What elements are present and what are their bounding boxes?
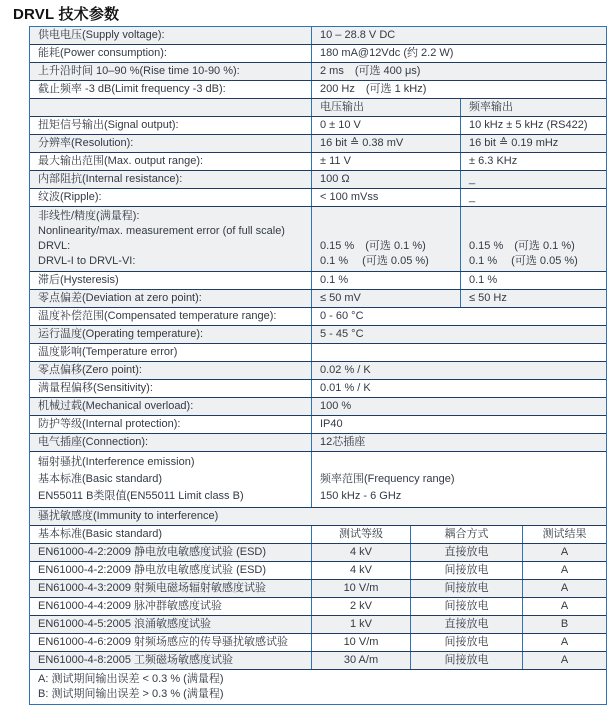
test-level: 10 V/m	[311, 634, 410, 651]
param-value-voltage: ± 11 V	[311, 153, 460, 170]
cell-line: A: 测试期间输出误差 < 0.3 % (满量程)	[38, 673, 224, 685]
test-coupling: 直接放电	[410, 616, 522, 633]
table-row	[30, 380, 606, 398]
param-label: 内部阻抗(Internal resistance):	[38, 173, 183, 185]
cell-line: 频率范围(Frequency range)	[320, 473, 455, 485]
table-row	[30, 580, 606, 598]
param-label: 分辨率(Resolution):	[38, 137, 134, 149]
cell-line: 辐射骚扰(Interference emission)	[38, 456, 195, 468]
param-label: 能耗(Power consumption):	[38, 47, 167, 59]
test-result: A	[522, 544, 606, 561]
param-value-frequency: ≤ 50 Hz	[460, 290, 606, 307]
cell-line	[320, 224, 323, 239]
param-label: 纹波(Ripple):	[38, 191, 102, 203]
param-value: 5 - 45 °C	[311, 326, 606, 343]
test-result: A	[522, 652, 606, 669]
param-label: 运行温度(Operating temperature):	[38, 328, 204, 340]
test-level: 4 kV	[311, 562, 410, 579]
param-label: 防护等级(Internal protection):	[38, 418, 181, 430]
param-value-voltage: 电压输出	[311, 99, 460, 116]
param-value	[311, 344, 606, 361]
test-standard: EN61000-4-8:2005 工频磁场敏感度试验	[38, 654, 234, 666]
table-row	[30, 272, 606, 290]
table-row	[30, 135, 606, 153]
table-row	[30, 398, 606, 416]
cell-line: 0.1 % (可选 0.05 %)	[320, 255, 429, 267]
table-row	[30, 362, 606, 380]
cell-line: 0.15 % (可选 0.1 %)	[469, 240, 575, 252]
param-value: 0.02 % / K	[311, 362, 606, 379]
table-row	[30, 27, 606, 45]
test-coupling: 间接放电	[410, 580, 522, 597]
param-value-frequency: 0.1 %	[460, 272, 606, 289]
param-value-frequency: ± 6.3 KHz	[460, 153, 606, 170]
table-row	[30, 416, 606, 434]
param-label: 扭矩信号输出(Signal output):	[38, 119, 179, 131]
param-label: 零点偏差(Deviation at zero point):	[38, 292, 202, 304]
table-row	[30, 616, 606, 634]
param-label: 零点偏移(Zero point):	[38, 364, 142, 376]
table-row	[30, 598, 606, 616]
cell-line	[320, 209, 323, 224]
param-label	[30, 207, 311, 271]
table-row	[30, 544, 606, 562]
table-row	[30, 452, 606, 508]
table-row	[30, 326, 606, 344]
cell-line: 0.1 % (可选 0.05 %)	[469, 255, 578, 267]
section-header: 骚扰敏感度(Immunity to interference)	[38, 510, 219, 522]
param-value-voltage	[311, 207, 460, 271]
param-label: 截止频率 -3 dB(Limit frequency -3 dB):	[38, 83, 226, 95]
table-row	[30, 290, 606, 308]
param-value-frequency: 10 kHz ± 5 kHz (RS422)	[460, 117, 606, 134]
table-row	[30, 508, 606, 526]
test-result: A	[522, 580, 606, 597]
column-header-standard: 基本标准(Basic standard)	[38, 528, 163, 540]
param-value: 2 ms (可选 400 μs)	[311, 63, 606, 80]
spec-table	[29, 26, 607, 705]
table-row	[30, 526, 606, 544]
param-value-voltage: 0.1 %	[311, 272, 460, 289]
param-value-frequency: _	[460, 189, 606, 206]
column-header-test-level: 测试等级	[311, 526, 410, 543]
test-level: 30 A/m	[311, 652, 410, 669]
cell-line: 非线性/精度(满量程):	[38, 210, 140, 222]
param-value-voltage: 100 Ω	[311, 171, 460, 188]
param-value: 0.01 % / K	[311, 380, 606, 397]
param-label: 供电电压(Supply voltage):	[38, 29, 165, 41]
cell-line: B: 测试期间输出误差 > 0.3 % (满量程)	[38, 688, 224, 700]
table-row	[30, 171, 606, 189]
param-value-voltage: ≤ 50 mV	[311, 290, 460, 307]
param-value-frequency: 频率输出	[460, 99, 606, 116]
test-result: A	[522, 562, 606, 579]
param-value-frequency: 16 bit ≙ 0.19 mHz	[460, 135, 606, 152]
column-header-coupling: 耦合方式	[410, 526, 522, 543]
param-value: 200 Hz (可选 1 kHz)	[311, 81, 606, 98]
test-level: 4 kV	[311, 544, 410, 561]
test-coupling: 间接放电	[410, 634, 522, 651]
test-level: 1 kV	[311, 616, 410, 633]
cell-line: Nonlinearity/max. measurement error (of full scale)	[38, 225, 285, 237]
column-header-result: 测试结果	[522, 526, 606, 543]
param-value: 12芯插座	[311, 434, 606, 451]
param-value: 0 - 60 °C	[311, 308, 606, 325]
test-coupling: 间接放电	[410, 562, 522, 579]
cell-line: 基本标准(Basic standard)	[38, 473, 163, 485]
cell-line: DRVL-I to DRVL-VI:	[38, 255, 136, 267]
test-level: 10 V/m	[311, 580, 410, 597]
table-row	[30, 99, 606, 117]
param-value-voltage: < 100 mVss	[311, 189, 460, 206]
table-row	[30, 434, 606, 452]
param-label: 上升沿时间 10–90 %(Rise time 10-90 %):	[38, 65, 240, 77]
param-label: 滞后(Hysteresis)	[38, 274, 119, 286]
cell-line	[469, 209, 472, 224]
param-value	[311, 452, 606, 507]
param-label: 温度影响(Temperature error)	[38, 346, 178, 358]
test-standard: EN61000-4-3:2009 射频电磁场辐射敏感度试验	[38, 582, 267, 594]
test-standard: EN61000-4-2:2009 静电放电敏感度试验 (ESD)	[38, 546, 267, 558]
table-row	[30, 634, 606, 652]
test-coupling: 间接放电	[410, 598, 522, 615]
cell-line	[320, 454, 323, 471]
param-value: 100 %	[311, 398, 606, 415]
param-label: 满量程偏移(Sensitivity):	[38, 382, 153, 394]
param-value-voltage: 16 bit ≙ 0.38 mV	[311, 135, 460, 152]
page-title: DRVL 技术参数	[13, 6, 120, 23]
table-row	[30, 670, 606, 704]
test-result: A	[522, 598, 606, 615]
test-standard: EN61000-4-4:2009 脉冲群敏感度试验	[38, 600, 223, 612]
param-label: 温度补偿范围(Compensated temperature range):	[38, 310, 277, 322]
table-row	[30, 153, 606, 171]
cell-line: 150 kHz - 6 GHz	[320, 490, 402, 502]
table-row	[30, 189, 606, 207]
test-level: 2 kV	[311, 598, 410, 615]
test-coupling: 间接放电	[410, 652, 522, 669]
param-value-frequency	[460, 207, 606, 271]
table-row	[30, 117, 606, 135]
footnote	[30, 670, 606, 704]
table-row	[30, 652, 606, 670]
test-standard: EN61000-4-5:2005 浪涌敏感度试验	[38, 618, 212, 630]
table-row	[30, 45, 606, 63]
table-row	[30, 308, 606, 326]
param-value: 180 mA@12Vdc (约 2.2 W)	[311, 45, 606, 62]
param-value: IP40	[311, 416, 606, 433]
param-value: 10 – 28.8 V DC	[311, 27, 606, 44]
cell-line: EN55011 B类限值(EN55011 Limit class B)	[38, 490, 244, 502]
cell-line: DRVL:	[38, 240, 71, 252]
table-row	[30, 81, 606, 99]
table-row	[30, 63, 606, 81]
test-coupling: 直接放电	[410, 544, 522, 561]
param-label	[30, 452, 311, 507]
param-label: 最大输出范围(Max. output range):	[38, 155, 204, 167]
param-label: 机械过载(Mechanical overload):	[38, 400, 194, 412]
table-row	[30, 207, 606, 272]
table-row	[30, 344, 606, 362]
test-result: B	[522, 616, 606, 633]
param-value-voltage: 0 ± 10 V	[311, 117, 460, 134]
cell-line	[469, 224, 472, 239]
table-row	[30, 562, 606, 580]
param-value-frequency: _	[460, 171, 606, 188]
cell-line: 0.15 % (可选 0.1 %)	[320, 240, 426, 252]
param-label	[30, 99, 311, 116]
param-label: 电气插座(Connection):	[38, 436, 149, 448]
test-result: A	[522, 634, 606, 651]
test-standard: EN61000-4-2:2009 静电放电敏感度试验 (ESD)	[38, 564, 267, 576]
test-standard: EN61000-4-6:2009 射频场感应的传导骚扰敏感试验	[38, 636, 289, 648]
